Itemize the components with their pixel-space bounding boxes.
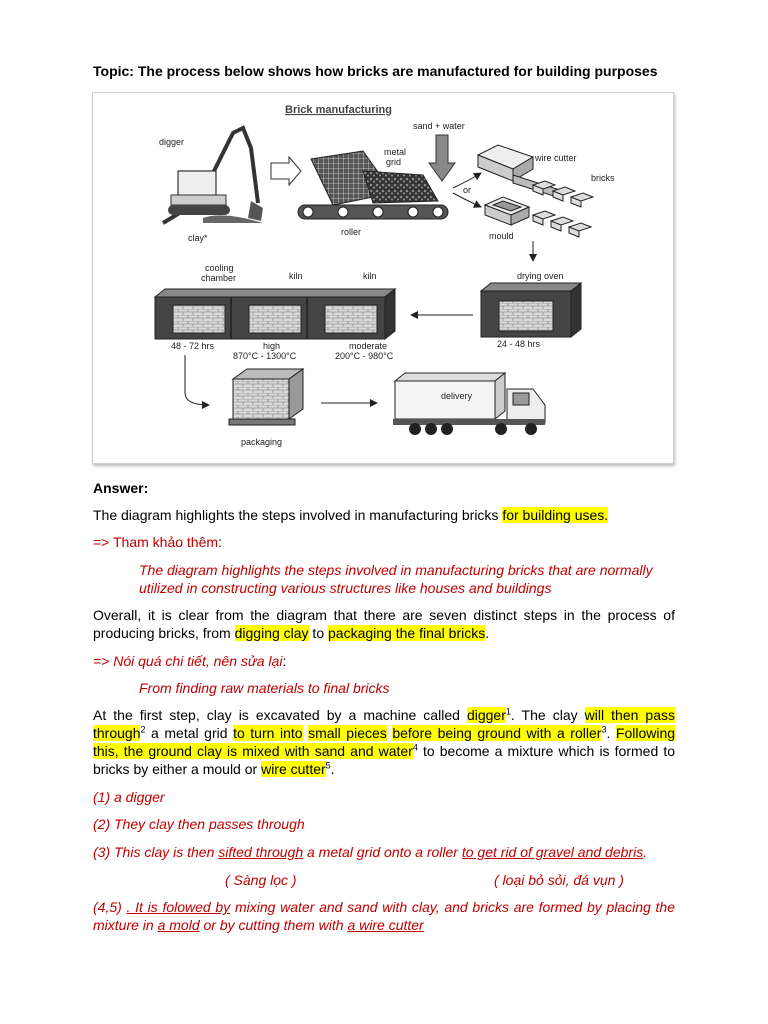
note-3 [93,843,675,861]
paragraph-overview [93,606,675,642]
metal-label: metal [384,147,407,157]
overview-highlight-digging: digging clay [234,625,309,641]
reference-label [93,533,675,551]
drying-oven-label: drying oven [517,271,564,281]
note-3-underline-sifted: sifted through [218,844,304,860]
high-label: high [263,341,281,351]
digger-label: digger [159,137,185,147]
wire-cutter-label: wire cutter [535,153,577,163]
footnote-1: 1 [505,706,511,717]
overview-text-a: Overall, it is clear from the diagram that there are seven distinct steps in the process of producing bricks, from [93,607,675,641]
moderate-label: moderate [349,341,388,351]
note-45-text-b: mixing water and sand with clay, and bricks are formed by placing the mixture in [93,899,675,933]
step-text-b: . The clay [510,707,585,723]
or-label: or [463,185,472,195]
roller-label: roller [341,227,362,237]
note-45-text-c: or by cutting them with [199,917,348,933]
kiln-high-label: kiln [289,271,303,281]
to-mould-arrow [453,193,481,207]
bricks-label: bricks [591,173,615,183]
delivery-label: delivery [441,391,473,401]
note-3-text-c: . [643,844,648,860]
grid-label: grid [386,157,402,167]
hl-wire-cutter: wire cutter [261,761,326,777]
note-4-5 [93,898,675,934]
hl-turn-into: to turn into [233,725,303,741]
note-3-underline-gravel: to get rid of gravel and debris [461,844,644,860]
hl-before-roller: before being ground with a roller [392,725,602,741]
packaging-label: packaging [241,437,283,447]
sand-water-label: sand + water [413,121,465,131]
chamber-label: chamber [201,273,237,283]
note-3-gloss-sieve: ( Sàng lọc ) [225,872,297,888]
kiln-and-cooling-chamber-illustration [155,289,395,339]
note-45-underline-followed: . It is folowed by [126,899,231,915]
mould-label: mould [489,231,514,241]
drying-oven-illustration [481,283,581,337]
footnote-4: 4 [412,742,418,753]
paragraph-intro [93,506,675,524]
brick-manufacturing-diagram [92,92,674,464]
detail-label-text: => Nói quá chi tiết, nên sửa lại [93,653,283,669]
intro-text: The diagram highlights the steps involved in manufacturing bricks [93,507,503,523]
note-3-text-b: a metal grid onto a roller [303,844,462,860]
metal-grid-roller-illustration [298,151,448,219]
process-diagram-svg [93,93,673,463]
overview-highlight-packaging: packaging the final bricks [328,625,486,641]
reference-label-colon: : [218,534,222,550]
note-1: (1) a digger [93,789,165,805]
note-45-underline-wire-cutter: a wire cutter [347,917,424,933]
step-text-g: to become a mixture which is formed to bricks by either a mould or [93,743,676,777]
oven-time-label: 24 - 48 hrs [497,339,541,349]
hl-following: Following this, the ground clay is mixed with sand and water [93,725,676,759]
detail-label-colon: : [282,653,287,669]
reference-paraphrase: The diagram highlights the steps involved in manufacturing bricks that are normally utilized in constructing various structures like houses and buildings [139,562,653,596]
bricks-illustration [533,181,593,237]
mould-illustration [485,197,529,225]
intro-highlight: for building uses. [502,507,609,523]
topic-heading: Topic: The process below shows how bricks are manufactured for building purposes [93,63,658,79]
packaging-illustration [229,369,303,425]
kiln-moderate-label: kiln [363,271,377,281]
detail-correction-label [93,652,675,670]
moderate-temp-label: 200°C - 980°C [335,351,394,361]
cooling-time-label: 48 - 72 hrs [171,341,215,351]
high-temp-label: 870°C - 1300°C [233,351,297,361]
hl-small-pieces: small pieces [308,725,387,741]
note-3-gloss-remove-gravel: ( loại bỏ sỏi, đá vụn ) [494,872,624,888]
delivery-truck-illustration [393,373,545,435]
note-3-text-a: (3) This clay is then [93,844,219,860]
step-text-h: . [330,761,335,777]
step-text-f: . [606,725,616,741]
cooling-label: cooling [205,263,234,273]
sand-water-arrow [429,135,455,181]
footnote-3: 3 [601,724,607,735]
footnote-5: 5 [325,760,331,771]
step-text-a: At the first step, clay is excavated by a machine called [93,707,467,723]
reference-label-text: => Tham khảo thêm [93,534,219,550]
answer-label: Answer: [93,480,149,496]
hl-digger: digger [466,707,506,723]
step-text-c: a metal grid [145,725,234,741]
overview-text-b: to [308,625,329,641]
footnote-2: 2 [140,724,146,735]
note-2: (2) They clay then passes through [93,816,305,832]
paragraph-first-step [93,706,675,778]
note-45-underline-mold: a mold [157,917,200,933]
clay-label: clay* [188,233,208,243]
diagram-title: Brick manufacturing [285,104,392,116]
detail-correction-text: From finding raw materials to final bricks [139,680,390,696]
hl-pass-through: will then pass through [93,707,675,741]
overview-text-c: . [485,625,490,641]
digger-to-grid-arrow [271,157,301,185]
note-45-text-a: (4,5) [93,899,127,915]
to-packaging-arrow [185,355,209,405]
